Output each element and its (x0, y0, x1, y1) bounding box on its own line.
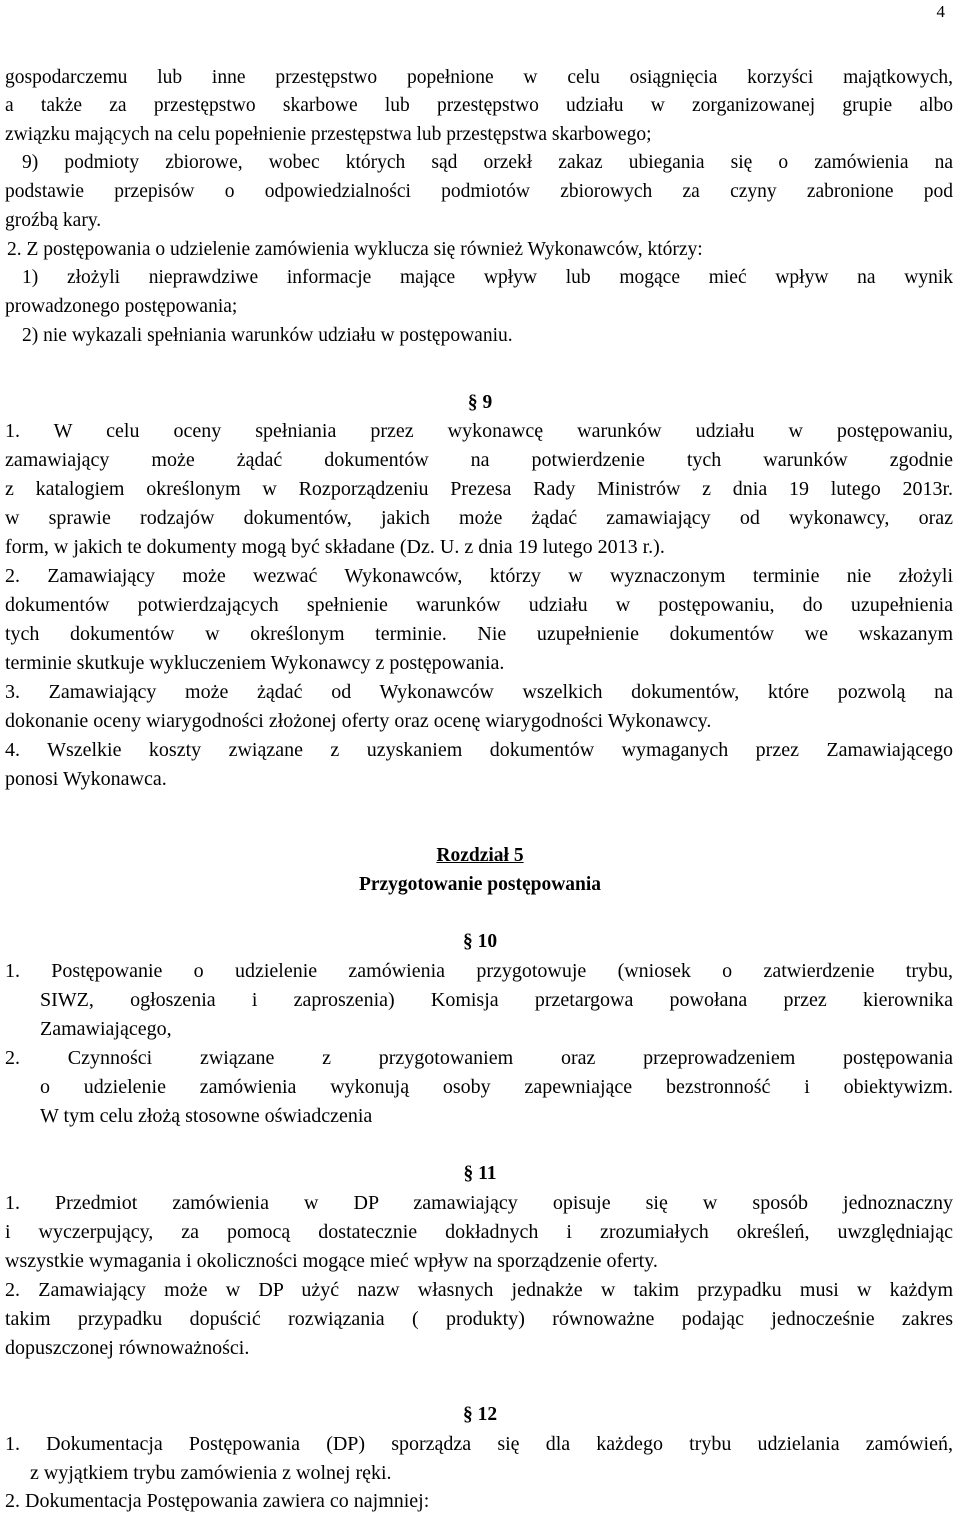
text-line: W tym celu złożą stosowne oświadczenia (40, 1105, 373, 1127)
section-heading-11: § 11 (463, 1163, 497, 1184)
text-line: 1. Postępowanie o udzielenie zamówienia przygotowuje (wniosek o zatwierdzenie trybu, (5, 960, 953, 982)
text-line: a także za przestępstwo skarbowe lub przestępstwo udziału w zorganizowanej grupie albo (5, 95, 953, 116)
text-line: w sprawie rodzajów dokumentów, jakich może żądać zamawiający od wykonawcy, oraz (5, 507, 953, 529)
text-line: 1) złożyli nieprawdziwe informacje mające wpływ lub mogące mieć wpływ na wynik (22, 267, 953, 288)
text-line: form, w jakich te dokumenty mogą być składane (Dz. U. z dnia 19 lutego 2013 r.). (5, 536, 665, 558)
section-heading-9: § 9 (467, 392, 493, 413)
text-line: 1. Dokumentacja Postępowania (DP) sporządza się dla każdego trybu udzielania zamówień, (5, 1433, 953, 1455)
text-line: terminie skutkuje wykluczeniem Wykonawcy z postępowania. (5, 652, 505, 674)
text-line: 2) nie wykazali spełniania warunków udziału w postępowaniu. (22, 325, 513, 346)
text-line: 2. Zamawiający może w DP użyć nazw własnych jednakże w takim przypadku musi w każdym (5, 1279, 953, 1301)
text-line: 1. W celu oceny spełniania przez wykonawcę warunków udziału w postępowaniu, (5, 420, 953, 442)
text-line: 2. Zamawiający może wezwać Wykonawców, którzy w wyznaczonym terminie nie złożyli (5, 565, 953, 587)
text-line: groźbą kary. (5, 210, 102, 231)
text-line: dokonanie oceny wiarygodności złożonej oferty oraz ocenę wiarygodności Wykonawcy. (5, 710, 712, 732)
text-line: takim przypadku dopuścić rozwiązania ( produkty) równoważne podając jednocześnie zakres (5, 1308, 953, 1330)
text-line: tych dokumentów w określonym terminie. Nie uzupełnienie dokumentów we wskazanym (5, 623, 953, 645)
text-line: 2. Dokumentacja Postępowania zawiera co najmniej: (5, 1490, 430, 1512)
text-line: 3. Zamawiający może żądać od Wykonawców wszelkich dokumentów, które pozwolą na (5, 681, 953, 703)
text-line: Zamawiającego, (40, 1018, 172, 1040)
section-heading-10: § 10 (462, 931, 498, 952)
text-line: ponosi Wykonawca. (5, 768, 167, 790)
text-line: o udzielenie zamówienia wykonują osoby zapewniające bezstronność i obiektywizm. (40, 1076, 953, 1098)
text-line: dopuszczonej równoważności. (5, 1337, 250, 1359)
text-line: związku mających na celu popełnienie przestępstwa lub przestępstwa skarbowego; (5, 124, 652, 145)
text-line: podstawie przepisów o odpowiedzialności podmiotów zbiorowych za czyny zabronione pod (5, 181, 953, 202)
text-line: gospodarczemu lub inne przestępstwo popełnione w celu osiągnięcia korzyści majątkowych, (5, 67, 953, 88)
text-line: 9) podmioty zbiorowe, wobec których sąd orzekł zakaz ubiegania się o zamówienia na (22, 152, 953, 173)
chapter-number: Rozdział 5 (436, 845, 524, 866)
text-line: dokumentów potwierdzających spełnienie warunków udziału w postępowaniu, do uzupełnienia (5, 594, 953, 616)
text-line: i wyczerpujący, za pomocą dostatecznie dokładnych i zrozumiałych określeń, uwzględniając (5, 1221, 953, 1243)
chapter-title: Przygotowanie postępowania (358, 874, 602, 895)
page-number: 4 (936, 2, 945, 21)
text-line: 2. Czynności związane z przygotowaniem oraz przeprowadzeniem postępowania (5, 1047, 953, 1069)
text-line: 1. Przedmiot zamówienia w DP zamawiający opisuje się w sposób jednoznaczny (5, 1192, 953, 1214)
text-line: 4. Wszelkie koszty związane z uzyskaniem dokumentów wymaganych przez Zamawiającego (5, 739, 953, 761)
text-line: wszystkie wymagania i okoliczności mogące mieć wpływ na sporządzenie oferty. (5, 1250, 658, 1272)
text-line: zamawiający może żądać dokumentów na potwierdzenie tych warunków zgodnie (5, 449, 953, 471)
section-heading-12: § 12 (462, 1404, 498, 1425)
text-line: z wyjątkiem trybu zamówienia z wolnej ręki. (30, 1462, 392, 1484)
text-line: SIWZ, ogłoszenia i zaproszenia) Komisja przetargowa powołana przez kierownika (40, 989, 953, 1011)
text-line: prowadzonego postępowania; (5, 296, 238, 317)
text-line: 2. Z postępowania o udzielenie zamówienia wyklucza się również Wykonawców, którzy: (7, 239, 703, 260)
text-line: z katalogiem określonym w Rozporządzeniu Prezesa Rady Ministrów z dnia 19 lutego 2013r. (5, 478, 953, 500)
